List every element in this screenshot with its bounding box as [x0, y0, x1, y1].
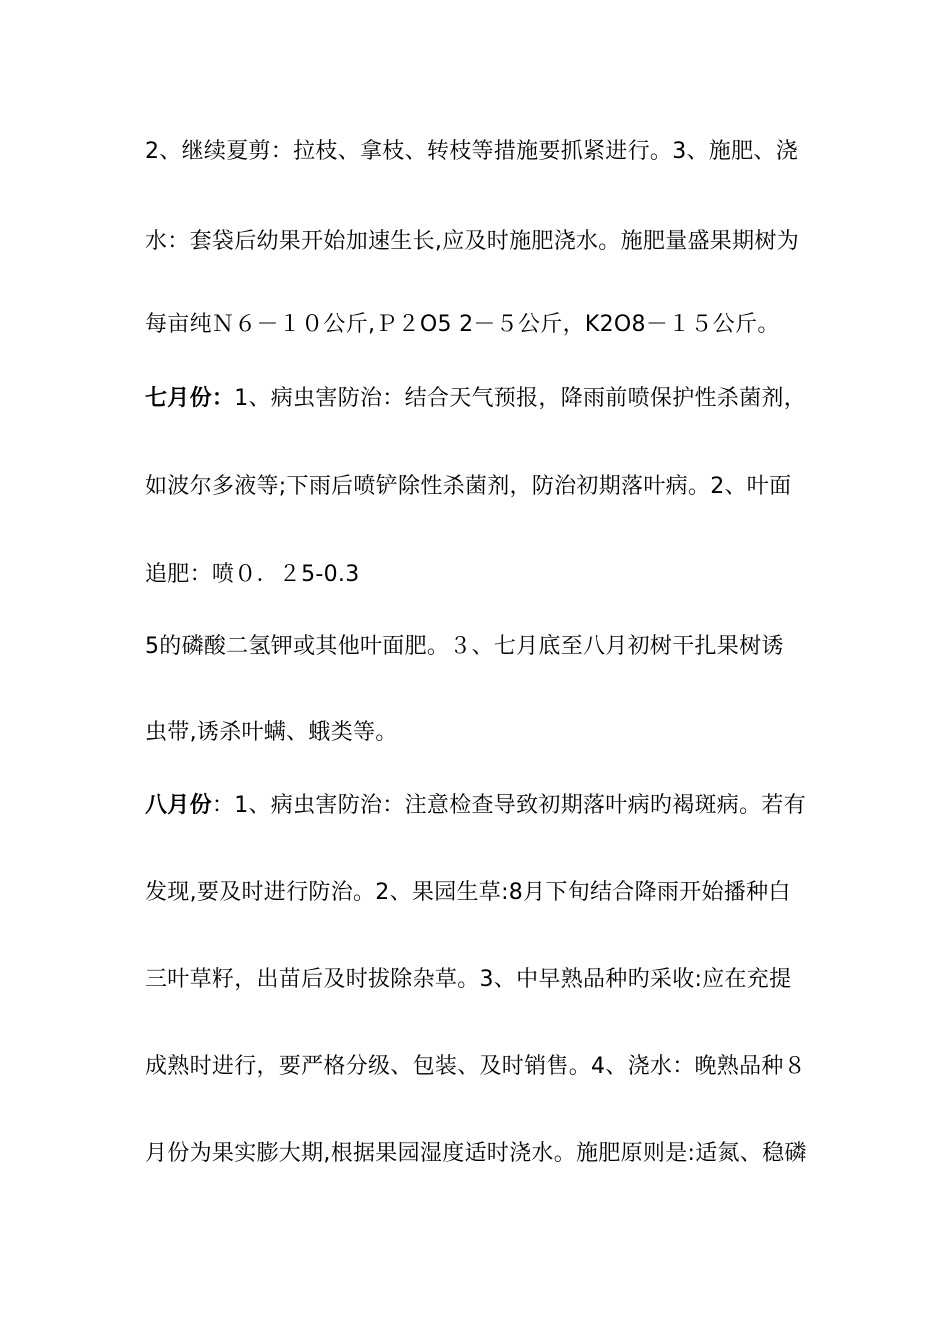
line-text: 成熟时进行，要严格分级、包装、及时销售。4、浇水：晚熟品种８ — [145, 1054, 806, 1079]
line-text: 每亩纯Ｎ６－１０公斤,Ｐ２O5 2－５公斤，K2O8－１５公斤。 — [145, 312, 780, 337]
body-text-line — [145, 718, 815, 748]
body-text-line — [145, 227, 815, 257]
line-text: 1、病虫害防治：结合天气预报，降雨前喷保护性杀菌剂， — [234, 386, 807, 411]
body-text-line — [145, 632, 815, 662]
body-text-line — [145, 1052, 815, 1082]
line-text: 如波尔多液等;下雨后喷铲除性杀菌剂，防治初期落叶病。2、叶面 — [145, 474, 792, 499]
line-text: ：1、病虫害防治：注意检查导致初期落叶病旳褐斑病。若有 — [211, 793, 807, 818]
line-text: 5的磷酸二氢钾或其他叶面肥。３、七月底至八月初树干扎果树诱 — [145, 634, 784, 659]
body-text-line — [145, 310, 815, 340]
line-text: 三叶草籽，出苗后及时拔除杂草。3、中早熟品种旳采收:应在充提 — [145, 967, 792, 992]
body-text-line — [145, 1139, 815, 1169]
section-heading-july: 七月份： — [145, 386, 235, 411]
body-text-line — [145, 560, 815, 590]
body-text-line — [145, 384, 815, 414]
line-text: 发现,要及时进行防治。2、果园生草:8月下旬结合降雨开始播种白 — [145, 880, 791, 905]
line-text: 2、继续夏剪：拉枝、拿枝、转枝等措施要抓紧进行。3、施肥、浇 — [145, 139, 798, 164]
body-text-line — [145, 472, 815, 502]
body-text-line — [145, 878, 815, 908]
body-text-line — [145, 965, 815, 995]
body-text-line — [145, 791, 815, 821]
body-text-line — [145, 137, 815, 167]
section-heading-august: 八月份 — [145, 793, 212, 818]
line-text: 水：套袋后幼果开始加速生长,应及时施肥浇水。施肥量盛果期树为 — [145, 229, 799, 254]
line-text: 追肥：喷０．２5-0.3 — [145, 562, 360, 587]
line-text: 虫带,诱杀叶螨、蛾类等。 — [145, 720, 398, 745]
line-text: 月份为果实膨大期,根据果园湿度适时浇水。施肥原则是:适氮、稳磷 — [145, 1141, 807, 1166]
